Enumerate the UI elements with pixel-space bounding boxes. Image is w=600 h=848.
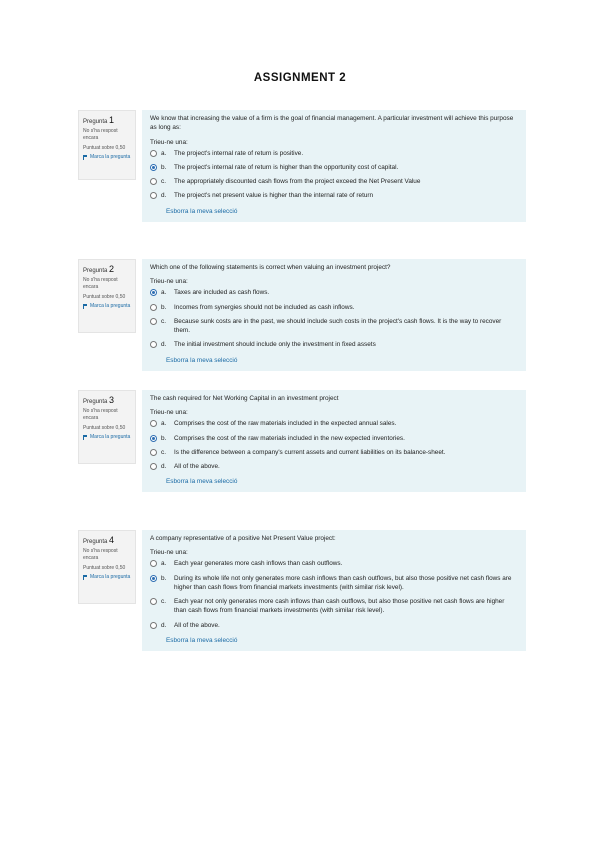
radio-button[interactable] <box>150 289 157 296</box>
answer-options <box>150 149 518 201</box>
answer-option[interactable] <box>150 597 518 616</box>
question-content <box>142 110 526 222</box>
radio-button[interactable] <box>150 420 157 427</box>
radio-button[interactable] <box>150 622 157 629</box>
option-letter: c. <box>161 178 166 186</box>
answer-options <box>150 288 518 349</box>
question-label: Pregunta <box>83 399 108 405</box>
answer-prompt: Trieu-ne una: <box>150 549 188 557</box>
option-text: The appropriately discounted cash flows from the project exceed the Net Present Value <box>174 178 421 186</box>
question-text: The cash required for Net Working Capital in an investment project <box>150 395 339 402</box>
question-number <box>83 114 131 126</box>
answer-option[interactable] <box>150 340 518 349</box>
radio-button[interactable] <box>150 150 157 157</box>
answer-options <box>150 419 518 471</box>
question-info <box>78 259 136 333</box>
option-text: The project's net present value is higher than the internal rate of return <box>174 192 374 200</box>
radio-button[interactable] <box>150 598 157 605</box>
flag-question-label: Marca la pregunta <box>90 574 131 581</box>
option-text: Incomes from synergies should not be included as cash inflows. <box>174 303 355 311</box>
question-number-value: 2 <box>109 264 115 274</box>
answer-option[interactable] <box>150 163 518 172</box>
answer-prompt: Trieu-ne una: <box>150 138 188 146</box>
flag-icon <box>83 435 88 440</box>
flag-question-link[interactable] <box>83 574 131 581</box>
option-letter: d. <box>161 463 167 471</box>
question-info <box>78 530 136 604</box>
option-letter: c. <box>161 598 166 606</box>
flag-question-link[interactable] <box>83 434 131 441</box>
question-status: No s'ha respost encara <box>83 408 118 421</box>
answer-option[interactable] <box>150 149 518 158</box>
answer-option[interactable] <box>150 177 518 186</box>
option-letter: b. <box>161 574 167 582</box>
option-letter: d. <box>161 192 167 200</box>
clear-selection-link[interactable]: Esborra la meva selecció <box>166 636 238 644</box>
radio-button[interactable] <box>150 192 157 199</box>
option-text: The initial investment should include only the investment in fixed assets <box>174 341 376 349</box>
option-text: Each year generates more cash inflows than cash outflows. <box>174 560 343 568</box>
question-label: Pregunta <box>83 268 108 274</box>
option-text: Comprises the cost of the raw materials included in the expected annual sales. <box>174 420 397 428</box>
option-text: Is the difference between a company's current assets and current liabilities on its balance-sheet. <box>174 448 446 456</box>
option-letter: a. <box>161 420 167 428</box>
answer-option[interactable] <box>150 559 518 568</box>
flag-question-label: Marca la pregunta <box>90 434 131 441</box>
answer-option[interactable] <box>150 303 518 312</box>
answer-option[interactable] <box>150 419 518 428</box>
question-label: Pregunta <box>83 119 108 125</box>
option-letter: d. <box>161 341 167 349</box>
question-points: Puntuat sobre 0,50 <box>83 564 126 571</box>
option-text: All of the above. <box>174 621 220 629</box>
clear-selection-link[interactable]: Esborra la meva selecció <box>166 478 238 486</box>
question-label: Pregunta <box>83 539 108 545</box>
radio-button[interactable] <box>150 178 157 185</box>
answer-option[interactable] <box>150 288 518 297</box>
clear-selection-link[interactable]: Esborra la meva selecció <box>166 356 238 364</box>
answer-option[interactable] <box>150 462 518 471</box>
option-letter: b. <box>161 303 167 311</box>
flag-question-link[interactable] <box>83 303 131 310</box>
question-number <box>83 534 131 546</box>
option-letter: b. <box>161 434 167 442</box>
radio-button[interactable] <box>150 575 157 582</box>
question-points: Puntuat sobre 0,50 <box>83 424 126 431</box>
answer-prompt: Trieu-ne una: <box>150 409 188 417</box>
option-text: The project's internal rate of return is positive. <box>174 149 304 157</box>
flag-icon <box>83 304 88 309</box>
question-text: Which one of the following statements is correct when valuing an investment project? <box>150 264 391 271</box>
answer-option[interactable] <box>150 317 518 336</box>
flag-icon <box>83 575 88 580</box>
option-text: Because sunk costs are in the past, we should include such costs in the project's cash flows. It is the way to recover them. <box>174 317 502 335</box>
radio-button[interactable] <box>150 435 157 442</box>
answer-option[interactable] <box>150 448 518 457</box>
radio-button[interactable] <box>150 560 157 567</box>
flag-icon <box>83 155 88 160</box>
radio-button[interactable] <box>150 318 157 325</box>
question-status: No s'ha respost encara <box>83 548 118 561</box>
answer-prompt: Trieu-ne una: <box>150 278 188 286</box>
question-number-value: 3 <box>109 395 115 405</box>
option-letter: a. <box>161 149 167 157</box>
option-text: Comprises the cost of the raw materials included in the new expected inventories. <box>174 434 405 442</box>
option-text: The project's internal rate of return is higher than the opportunity cost of capital. <box>174 163 399 171</box>
question-text: We know that increasing the value of a firm is the goal of financial management. A particular investment will achieve this purpose as long as: <box>150 115 514 132</box>
question-content <box>142 390 526 492</box>
answer-option[interactable] <box>150 434 518 443</box>
option-letter: d. <box>161 621 167 629</box>
question-info <box>78 110 136 180</box>
question-number-value: 4 <box>109 535 115 545</box>
radio-button[interactable] <box>150 341 157 348</box>
question-points: Puntuat sobre 0,50 <box>83 293 126 300</box>
answer-option[interactable] <box>150 574 518 593</box>
page-title: ASSIGNMENT 2 <box>253 72 347 84</box>
question-number <box>83 394 131 406</box>
question-number <box>83 263 131 275</box>
question-points: Puntuat sobre 0,50 <box>83 144 126 151</box>
option-letter: c. <box>161 317 166 325</box>
question-content <box>142 259 526 371</box>
option-letter: a. <box>161 289 167 297</box>
radio-button[interactable] <box>150 304 157 311</box>
option-letter: c. <box>161 448 166 456</box>
option-text: Taxes are included as cash flows. <box>174 289 270 297</box>
question-number-value: 1 <box>109 115 115 125</box>
option-letter: b. <box>161 163 167 171</box>
flag-question-label: Marca la pregunta <box>90 303 131 310</box>
radio-button[interactable] <box>150 164 157 171</box>
option-text: All of the above. <box>174 463 220 471</box>
answer-options <box>150 559 518 630</box>
question-status: No s'ha respost encara <box>83 277 118 290</box>
question-text: A company representative of a positive Net Present Value project: <box>150 535 336 542</box>
question-info <box>78 390 136 464</box>
question-content <box>142 530 526 651</box>
option-text: During its whole life not only generates more cash inflows than cash outflows, but also those positive net cash flows are higher than cash flows from financial markets investments (with similar risk level). <box>174 574 512 591</box>
answer-option[interactable] <box>150 191 518 200</box>
radio-button[interactable] <box>150 449 157 456</box>
flag-question-label: Marca la pregunta <box>90 154 131 161</box>
option-letter: a. <box>161 560 167 568</box>
radio-button[interactable] <box>150 463 157 470</box>
answer-option[interactable] <box>150 621 518 630</box>
flag-question-link[interactable] <box>83 154 131 161</box>
option-text: Each year not only generates more cash inflows than cash outflows, but also those positive net cash flows are higher than cash flows from financial markets investments (with similar risk level). <box>174 598 505 615</box>
question-status: No s'ha respost encara <box>83 128 118 141</box>
clear-selection-link[interactable]: Esborra la meva selecció <box>166 207 238 215</box>
